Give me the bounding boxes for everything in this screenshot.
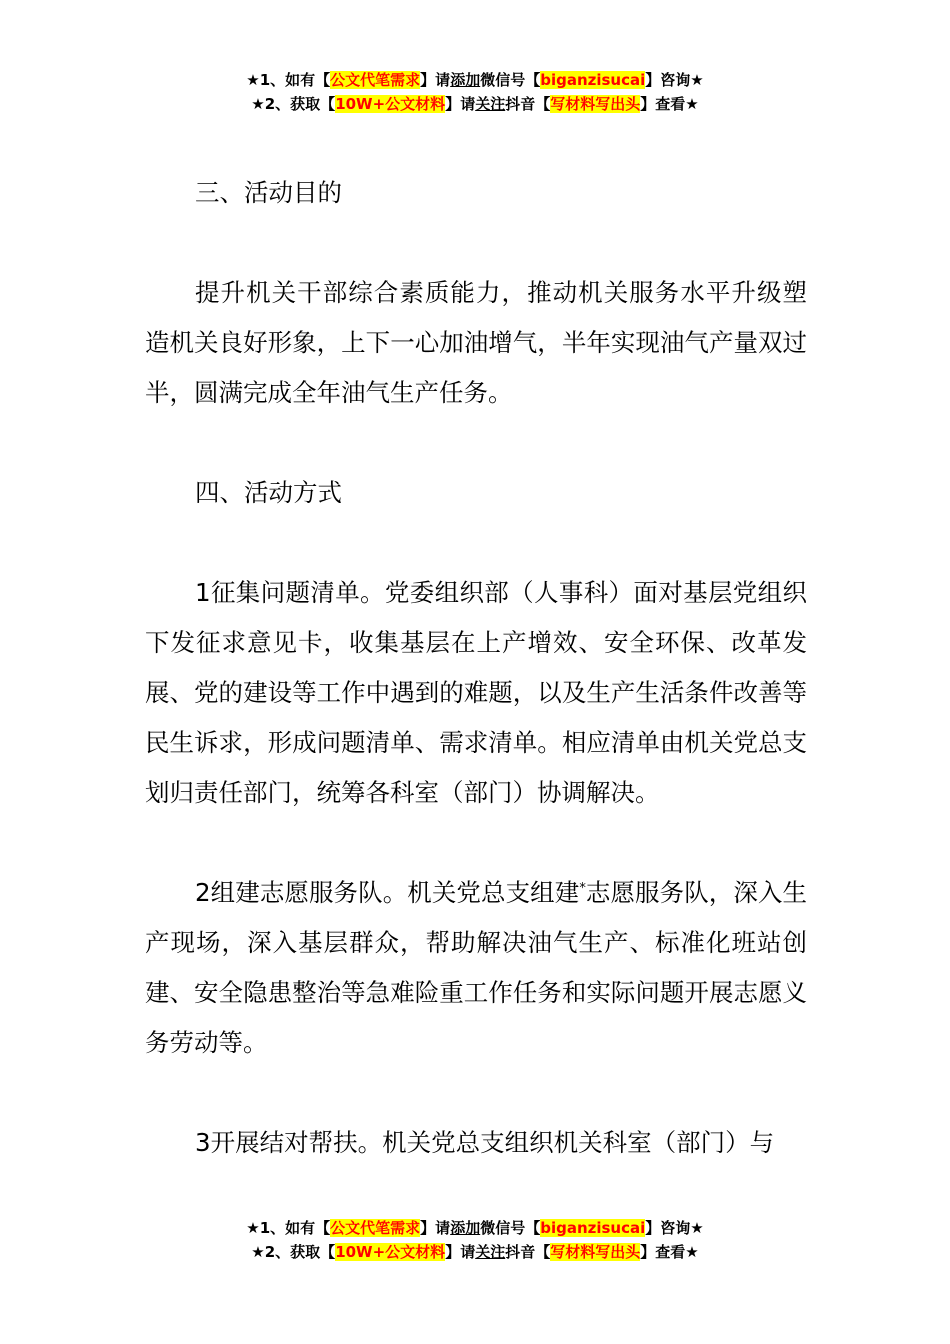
banner-text: ★1、如有【	[246, 1219, 331, 1237]
banner-highlight: 公文代笔需求	[330, 71, 421, 89]
banner-line-2	[0, 1240, 950, 1264]
spacer	[145, 818, 807, 868]
banner-underline: 关注	[475, 95, 506, 113]
banner-highlight: 10W+公文材料	[335, 95, 446, 113]
banner-text: 】请	[420, 1219, 451, 1237]
banner-highlight: 写材料写出头	[550, 1243, 641, 1261]
banner-text: 】咨询★	[645, 71, 704, 89]
footer-banner	[0, 1216, 950, 1264]
banner-line-1	[0, 68, 950, 92]
banner-text: ★2、获取【	[251, 95, 336, 113]
spacer	[145, 518, 807, 568]
banner-underline: 添加	[450, 71, 481, 89]
item-2-asterisk: *	[579, 880, 586, 896]
banner-highlight: 公文代笔需求	[330, 1219, 421, 1237]
document-body	[145, 168, 807, 1168]
banner-highlight: biganzisucai	[540, 71, 646, 89]
purpose-paragraph: 提升机关干部综合素质能力，推动机关服务水平升级塑造机关良好形象，上下一心加油增气，半年实现油气产量双过半，圆满完成全年油气生产任务。	[145, 278, 807, 407]
header-banner	[0, 68, 950, 116]
banner-text: 】查看★	[640, 95, 699, 113]
banner-text: 】查看★	[640, 1243, 699, 1261]
spacer	[145, 418, 807, 468]
banner-text: 抖音【	[505, 1243, 551, 1261]
banner-text: ★2、获取【	[251, 1243, 336, 1261]
banner-text: ★1、如有【	[246, 71, 331, 89]
banner-line-1	[0, 1216, 950, 1240]
banner-highlight: 写材料写出头	[550, 95, 641, 113]
spacer	[145, 218, 807, 268]
banner-text: 】请	[445, 1243, 476, 1261]
item-2-text-b: 志愿服务队，深入生产现场，深入基层群众，帮助解决油气生产、标准化班站创建、安全隐患整治等急难险重工作任务和实际问题开展志愿义务劳动等。	[145, 878, 807, 1057]
banner-text: 】请	[445, 95, 476, 113]
method-item-2	[145, 868, 807, 1068]
banner-text: 抖音【	[505, 95, 551, 113]
banner-text: 微信号【	[480, 1219, 541, 1237]
method-item-1: 1征集问题清单。党委组织部（人事科）面对基层党组织下发征求意见卡，收集基层在上产增效、安全环保、改革发展、党的建设等工作中遇到的难题，以及生产生活条件改善等民生诉求，形成问题清单、需求清单。相应清单由机关党总支划归责任部门，统筹各科室（部门）协调解决。	[145, 578, 807, 807]
banner-highlight: 10W+公文材料	[335, 1243, 446, 1261]
banner-text: 微信号【	[480, 71, 541, 89]
banner-highlight: biganzisucai	[540, 1219, 646, 1237]
banner-text: 】请	[420, 71, 451, 89]
banner-underline: 添加	[450, 1219, 481, 1237]
banner-text: 】咨询★	[645, 1219, 704, 1237]
method-item-3: 3开展结对帮扶。机关党总支组织机关科室（部门）与	[195, 1128, 775, 1157]
section-heading-purpose: 三、活动目的	[195, 178, 342, 207]
spacer	[145, 1068, 807, 1118]
section-heading-method: 四、活动方式	[195, 478, 342, 507]
item-2-text-a: 2组建志愿服务队。机关党总支组建	[195, 878, 580, 907]
banner-line-2	[0, 92, 950, 116]
banner-underline: 关注	[475, 1243, 506, 1261]
